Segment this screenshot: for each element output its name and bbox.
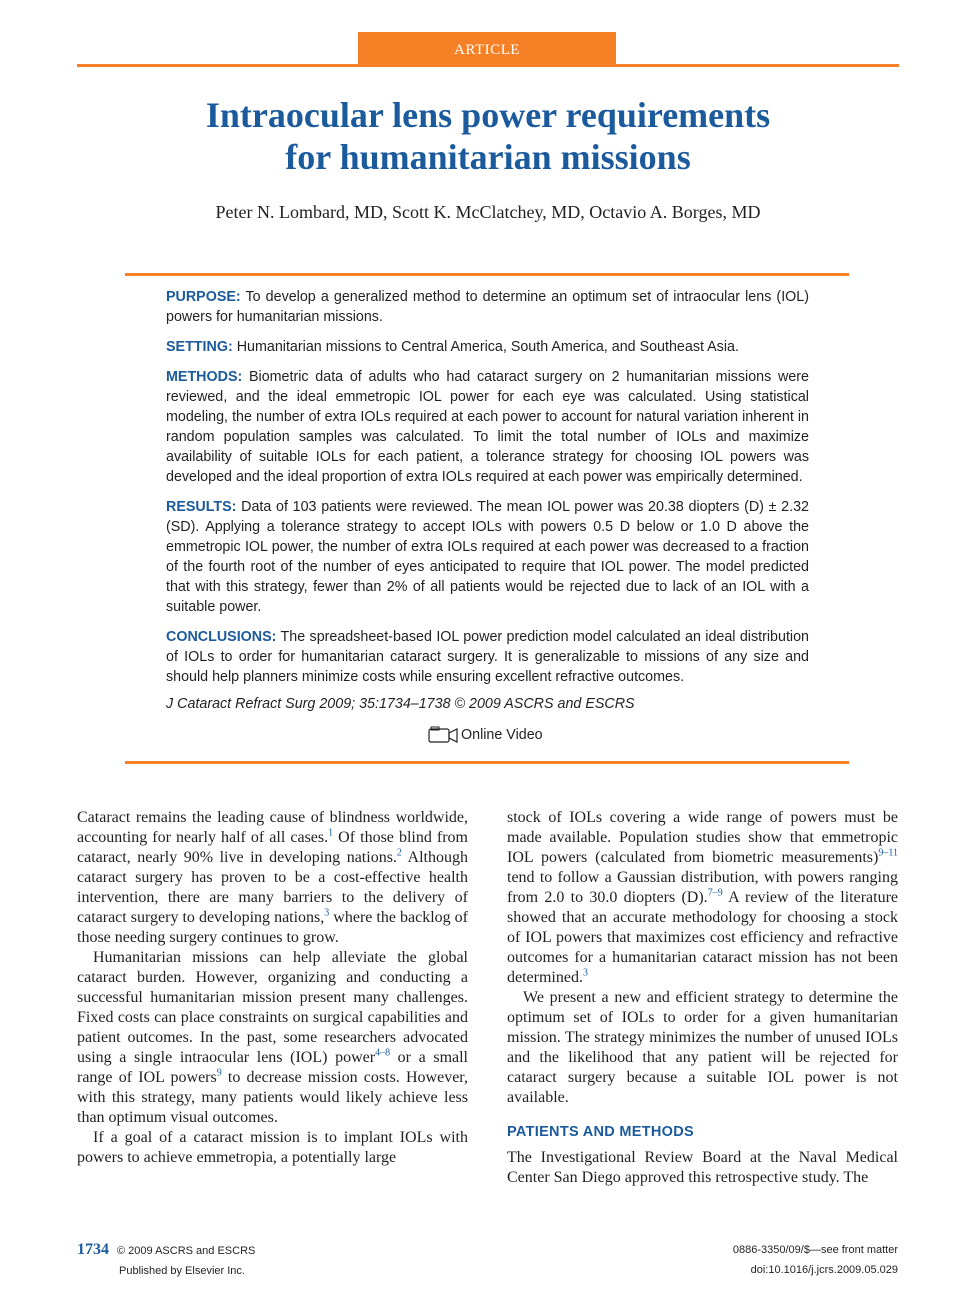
reference-link[interactable]: 3 — [324, 907, 330, 919]
online-video-link[interactable] — [428, 726, 543, 744]
reference-link[interactable]: 4–8 — [375, 1047, 391, 1059]
body-text: stock of IOLs covering a wide range of powers must be made available. Population studies show that emmetropic IOL powers (calculated from biometric measurements) — [507, 809, 898, 866]
body-paragraph: We present a new and efficient strategy to determine the optimum set of IOLs to order for a given humanitarian mission. The strategy minimizes the number of unused IOLs and the likelihood that any patient will be rejected for cataract surgery because a suitable IOL power is not available. — [507, 989, 898, 1106]
footer-publisher: Published by Elsevier Inc. — [119, 1265, 245, 1277]
online-video-label: Online Video — [461, 727, 543, 743]
body-paragraph — [77, 808, 468, 948]
body-paragraph: If a goal of a cataract mission is to implant IOLs with powers to achieve emmetropia, a potentially large — [77, 1129, 468, 1166]
purpose-label: PURPOSE: — [166, 289, 241, 305]
abstract-methods — [166, 367, 809, 487]
abstract-setting — [166, 337, 809, 357]
article-title — [77, 94, 899, 178]
results-text: Data of 103 patients were reviewed. The mean IOL power was 20.38 diopters (D) ± 2.32 (SD). Applying a tolerance strategy to accept IOLs with powers 0.5 D below or 1.0 D above the emmetropic IOL power, the number of extra IOLs required at each power was decreased to a fraction of the fourth root of the number of eyes anticipated to require that IOL power. The model predicted that with this strategy, fewer than 2% of all patients would be rejected due to lack of an IOL with a suitable power. — [166, 499, 809, 615]
reference-link[interactable]: 1 — [328, 827, 334, 839]
setting-label: SETTING: — [166, 339, 233, 355]
methods-text: Biometric data of adults who had cataract surgery on 2 humanitarian missions were reviewed, and the ideal emmetropic IOL power for each eye was calculated. Using statistical modeling, the number of extra IOLs required at each power to account for natural variation inherent in random population samples was calculated. To limit the total number of IOLs and maximize availability of suitable IOLs for each patient, a tolerance strategy for choosing IOL powers was developed and the ideal proportion of extra IOLs required at each power was empirically determined. — [166, 369, 809, 485]
conclusions-text: The spreadsheet-based IOL power prediction model calculated an ideal distribution of IOLs to order for humanitarian cataract surgery. It is generalizable to missions of any size and should help planners minimize costs while ensuring excellent refractive outcomes. — [166, 629, 809, 685]
abstract-conclusions — [166, 627, 809, 687]
article-type-tab: ARTICLE — [358, 32, 616, 66]
body-text: Although cataract surgery has proven to be a cost-effective health intervention, there are many barriers to the delivery of cataract surgery to developing nations, — [77, 849, 469, 926]
body-column-left — [77, 808, 468, 1168]
header-rule — [77, 64, 899, 67]
setting-text: Humanitarian missions to Central America, South America, and Southeast Asia. — [232, 339, 739, 355]
video-camera-icon — [428, 726, 458, 744]
footer-left — [77, 1240, 255, 1281]
body-paragraph — [77, 948, 468, 1128]
conclusions-label: CONCLUSIONS: — [166, 629, 277, 645]
section-heading: PATIENTS AND METHODS — [507, 1124, 694, 1140]
reference-link[interactable]: 2 — [396, 847, 402, 859]
title-line-2: for humanitarian missions — [285, 137, 691, 177]
body-text: where the backlog of those needing surgery continues to grow. — [77, 909, 468, 946]
body-column-right — [507, 808, 898, 1188]
page-number: 1734 — [77, 1241, 109, 1258]
footer-issn: 0886-3350/09/$—see front matter — [732, 1244, 898, 1256]
abstract-results — [166, 497, 809, 617]
results-label: RESULTS: — [166, 499, 237, 515]
footer-doi[interactable]: doi:10.1016/j.jcrs.2009.05.029 — [750, 1264, 898, 1276]
purpose-text: To develop a generalized method to determine an optimum set of intraocular lens (IOL) powers for humanitarian missions. — [166, 289, 809, 325]
methods-label: METHODS: — [166, 369, 243, 385]
footer-right — [733, 1240, 898, 1280]
reference-link[interactable]: 3 — [582, 967, 588, 979]
title-line-1: Intraocular lens power requirements — [205, 95, 771, 135]
journal-citation: J Cataract Refract Surg 2009; 35:1734–1738 © 2009 ASCRS and ESCRS — [166, 696, 635, 712]
body-paragraph — [507, 808, 898, 988]
footer-copyright: © 2009 ASCRS and ESCRS — [117, 1245, 256, 1257]
body-text: tend to follow a Gaussian distribution, with powers ranging from 2.0 to 30.0 diopters (D). — [507, 869, 898, 906]
body-text: A review of the literature showed that an accurate methodology for choosing a stock of IOL powers that maximizes cost efficiency and refractive outcomes for a humanitarian cataract mission has not been determined. — [507, 889, 899, 986]
body-text: Cataract remains the leading cause of blindness worldwide, accounting for nearly half of all cases. — [77, 809, 468, 846]
author-list: Peter N. Lombard, MD, Scott K. McClatchey, MD, Octavio A. Borges, MD — [215, 202, 761, 222]
body-text: Humanitarian missions can help alleviate the global cataract burden. However, organizing and conducting a successful humanitarian mission present many challenges. Fixed costs can place constraints on surgical capabilities and patient outcomes. In the past, some researchers advocated using a single intraocular lens (IOL) power — [77, 949, 468, 1066]
reference-link[interactable]: 7–9 — [707, 887, 723, 899]
body-paragraph: The Investigational Review Board at the Naval Medical Center San Diego approved this retrospective study. The — [507, 1149, 898, 1186]
abstract — [166, 287, 809, 697]
reference-link[interactable]: 9–11 — [878, 847, 898, 859]
abstract-purpose — [166, 287, 809, 327]
body-text: to decrease mission costs. However, with this strategy, many patients would likely achieve less than optimum visual outcomes. — [77, 1069, 468, 1126]
abstract-bottom-rule — [125, 761, 849, 764]
reference-link[interactable]: 9 — [216, 1067, 222, 1079]
body-text: Of those blind from cataract, nearly 90% live in developing nations. — [77, 829, 468, 866]
body-text: or a small range of IOL powers — [77, 1049, 469, 1086]
abstract-top-rule — [125, 273, 849, 276]
